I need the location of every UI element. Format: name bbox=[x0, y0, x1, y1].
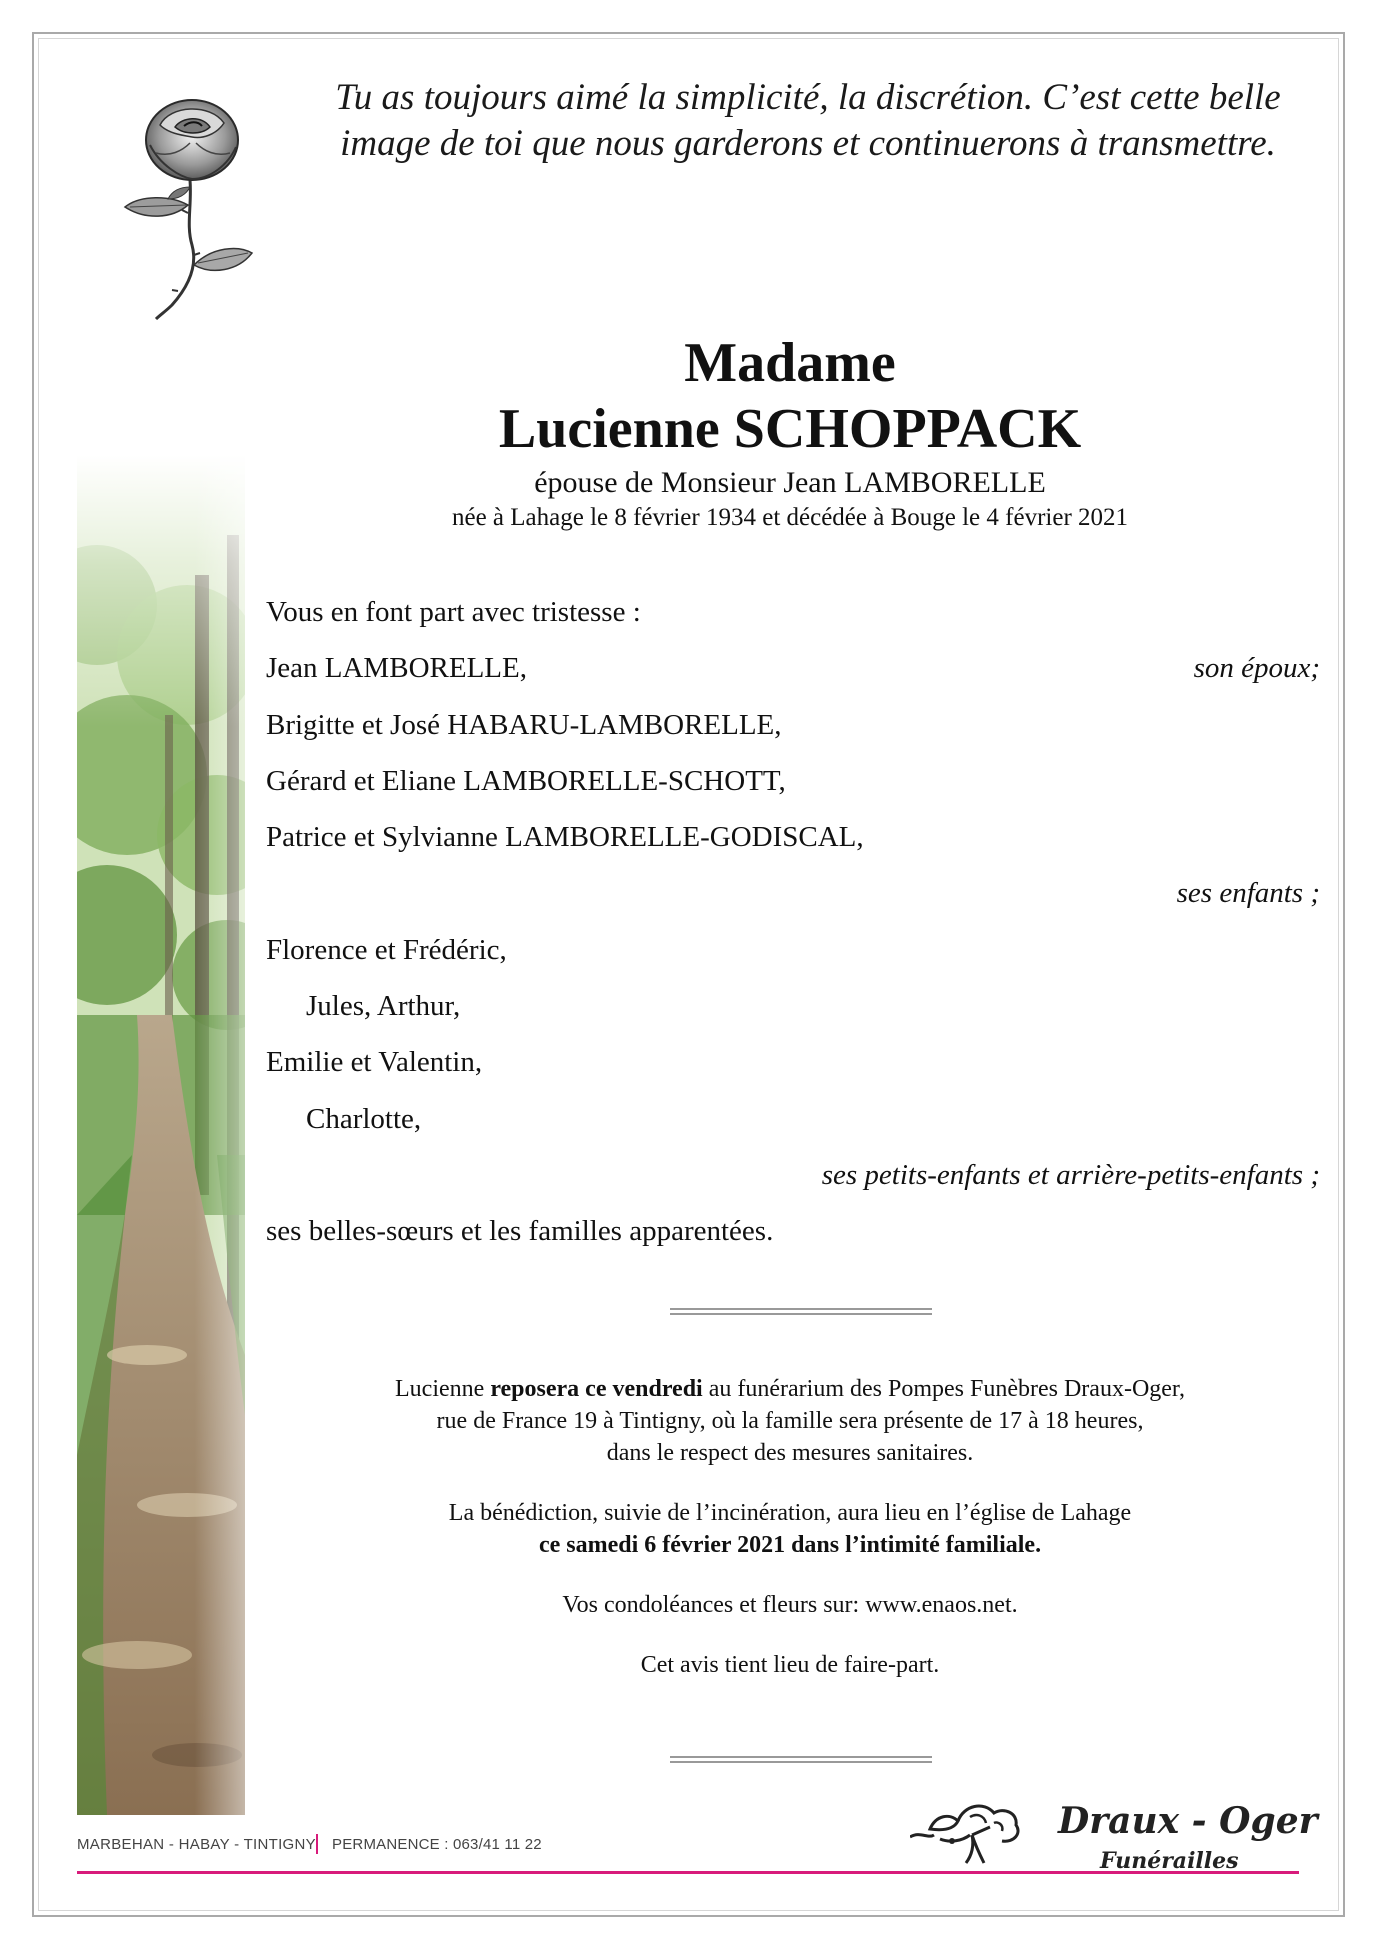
family-list bbox=[266, 592, 1320, 1268]
family-row bbox=[266, 873, 1320, 929]
faire-part-line: Cet avis tient lieu de faire-part. bbox=[640, 1652, 940, 1678]
quote-line-1: Tu as toujours aimé la simplicité, la discrétion. C’est cette belle bbox=[335, 77, 1281, 118]
family-row bbox=[266, 761, 1320, 817]
footer-locations: MARBEHAN - HABAY - TINTIGNY bbox=[77, 1836, 316, 1853]
footer-separator bbox=[316, 1834, 318, 1854]
family-row bbox=[266, 817, 1320, 873]
notice-text: Lucienne bbox=[395, 1376, 491, 1402]
funeral-notice bbox=[250, 1373, 1330, 1681]
family-member: Emilie et Valentin, bbox=[266, 1046, 483, 1079]
family-relation: son époux; bbox=[1193, 652, 1320, 685]
notice-bold: reposera ce vendredi bbox=[490, 1376, 703, 1402]
family-row bbox=[266, 1042, 1320, 1098]
family-row bbox=[266, 1211, 1320, 1267]
family-intro: Vous en font part avec tristesse : bbox=[266, 596, 641, 628]
family-member: Jules, Arthur, bbox=[306, 990, 461, 1023]
family-row bbox=[266, 705, 1320, 761]
rose-icon bbox=[120, 95, 255, 320]
spouse-line: épouse de Monsieur Jean LAMBORELLE bbox=[534, 466, 1046, 499]
notice-line: rue de France 19 à Tintigny, où la famille sera présente de 17 à 18 heures, bbox=[436, 1408, 1144, 1434]
family-row bbox=[266, 930, 1320, 986]
divider bbox=[670, 1756, 932, 1763]
memorial-quote bbox=[318, 75, 1298, 167]
family-row bbox=[266, 986, 1320, 1042]
divider bbox=[670, 1308, 932, 1315]
family-member: Charlotte, bbox=[306, 1102, 422, 1135]
family-row bbox=[266, 648, 1320, 704]
notice-text: au funérarium des Pompes Funèbres Draux-Oger, bbox=[702, 1376, 1185, 1402]
family-relation: ses petits-enfants et arrière-petits-enfants ; bbox=[821, 1158, 1320, 1191]
brand-subtitle: Funérailles bbox=[1100, 1848, 1239, 1874]
family-member: Brigitte et José HABARU-LAMBORELLE, bbox=[266, 708, 782, 741]
family-member: ses belles-sœurs et les familles apparentées. bbox=[266, 1215, 774, 1248]
family-member: Jean LAMBORELLE, bbox=[266, 652, 527, 685]
forest-path-image bbox=[77, 455, 245, 1815]
family-relation: ses enfants ; bbox=[1176, 877, 1320, 910]
honorific: Madame bbox=[684, 332, 896, 394]
notice-line: dans le respect des mesures sanitaires. bbox=[606, 1440, 974, 1466]
condolences-line: Vos condoléances et fleurs sur: www.enaos.net. bbox=[562, 1592, 1018, 1618]
notice-line: La bénédiction, suivie de l’incinération, aura lieu en l’église de Lahage bbox=[448, 1500, 1132, 1526]
notice-line-bold: ce samedi 6 février 2021 dans l’intimité familiale. bbox=[538, 1532, 1042, 1558]
family-row bbox=[266, 1155, 1320, 1211]
footer-permanence: PERMANENCE : 063/41 11 22 bbox=[332, 1836, 542, 1853]
family-member: Florence et Frédéric, bbox=[266, 933, 507, 966]
family-row bbox=[266, 1099, 1320, 1155]
deceased-name: Lucienne SCHOPPACK bbox=[498, 398, 1082, 460]
brand-name: Draux - Oger bbox=[1058, 1800, 1318, 1842]
birth-death-dates: née à Lahage le 8 février 1934 et décédée à Bouge le 4 février 2021 bbox=[451, 504, 1129, 531]
tree-logo-icon bbox=[910, 1795, 1028, 1865]
deceased-title bbox=[250, 330, 1330, 534]
family-member: Patrice et Sylvianne LAMBORELLE-GODISCAL, bbox=[266, 821, 864, 854]
quote-line-2: image de toi que nous garderons et continuerons à transmettre. bbox=[340, 123, 1276, 164]
family-intro-row bbox=[266, 592, 1320, 648]
family-member: Gérard et Eliane LAMBORELLE-SCHOTT, bbox=[266, 764, 786, 797]
notice-line bbox=[250, 1373, 1330, 1405]
